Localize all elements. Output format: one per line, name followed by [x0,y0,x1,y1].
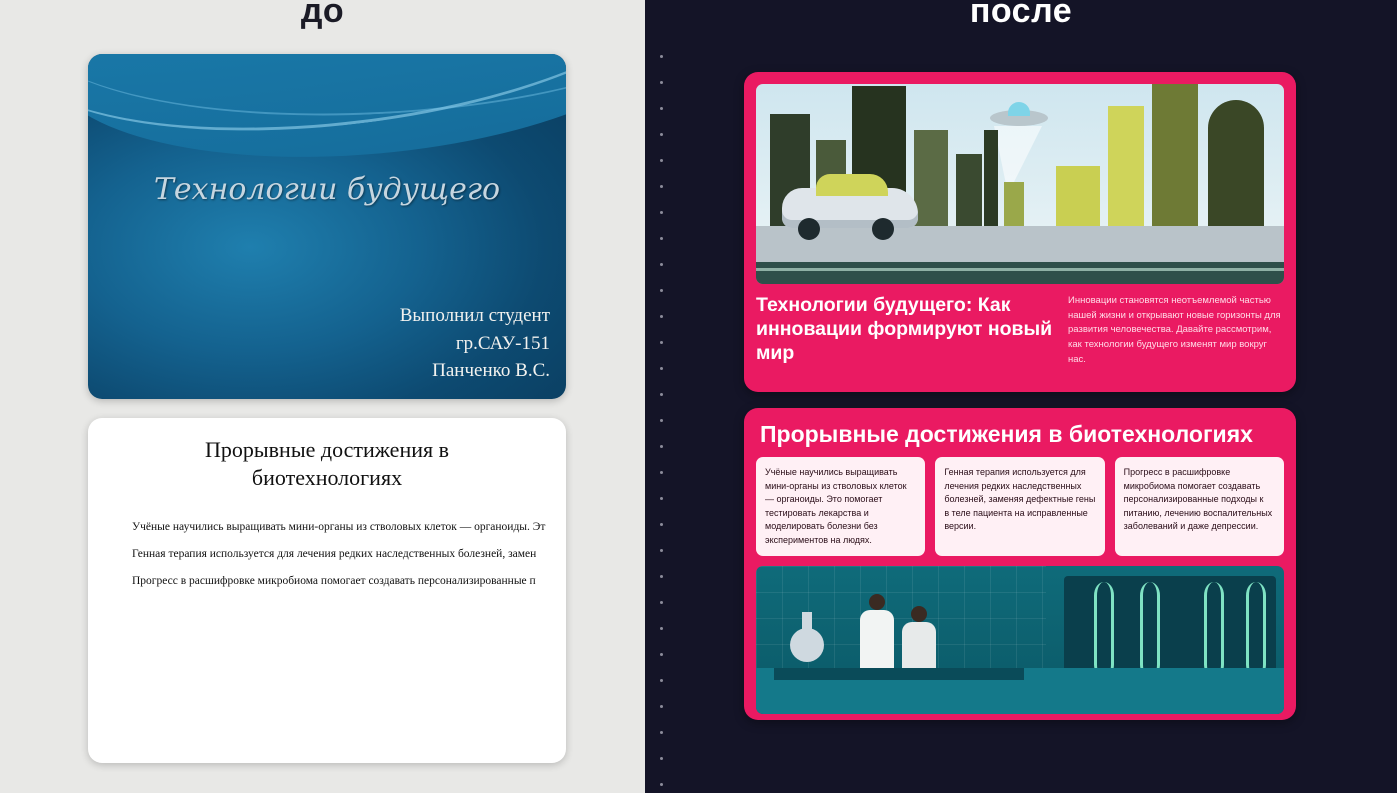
new-slide-subtext: Инновации становятся неотъемлемой частью нашей жизни и открывают новые горизонты для развития человечества. Давайте рассмотрим, как технологии будущего изменят мир вокруг нас. [1068,295,1281,365]
fact-cards [756,457,1284,556]
old-bullet-3: Прогресс в расшифровке микробиома помогает создавать персонализированные п [132,575,536,588]
author-line-2: гр.САУ-151 [455,332,550,354]
fact-card: Генная терапия используется для лечения редких наследственных болезней, заменяя дефектные гены в теле пациента на исправленные версии. [935,457,1104,556]
old-slide-content-body [132,514,566,595]
laboratory-illustration-icon [756,566,1284,714]
dna-helix-icon [1204,582,1224,678]
city-illustration-icon [756,84,1284,284]
dna-helix-icon [1094,582,1114,678]
old-bullet-2: Генная терапия используется для лечения редких наследственных болезней, замен [132,548,537,561]
author-line-1: Выполнил студент [399,305,550,327]
dna-helix-icon [1140,582,1160,678]
fact-card: Прогресс в расшифровке микробиома помогает создавать персонализированные подходы к питанию, лечению воспалительных заболеваний и даже депрессии. [1115,457,1284,556]
old-slide-content-title: Прорывные достижения в биотехнологиях [205,437,449,491]
old-slide-title[interactable] [88,54,566,399]
scientist-icon [860,610,894,668]
new-slide-headline: Технологии будущего: Как инновации формируют новый мир [756,294,1053,364]
before-heading: до [300,0,345,30]
old-slide-content[interactable] [88,418,566,763]
fact-card: Учёные научились выращивать мини-органы из стволовых клеток — органоиды. Это помогает тестировать лекарства и моделировать болезни без экспериментов на людях. [756,457,925,556]
dna-helix-icon [1246,582,1266,678]
old-slide-author-block [400,302,550,385]
scientist-icon [902,622,936,668]
lab-bench-icon [774,668,1024,680]
new-slide-title[interactable] [744,72,1296,392]
old-slide-title-text: Технологии будущего [153,172,501,207]
old-bullet-1: Учёные научились выращивать мини-органы из стволовых клеток — органоиды. Эт [132,521,546,534]
dotted-divider [660,55,666,755]
author-line-3: Панченко В.С. [432,360,550,382]
new-slide-content[interactable] [744,408,1296,720]
after-heading: после [969,0,1073,30]
ufo-icon [990,110,1048,126]
before-pane [0,0,645,793]
after-pane [645,0,1397,793]
tower-icon [984,130,998,226]
new-slide-content-title: Прорывные достижения в биотехнологиях [760,421,1253,447]
